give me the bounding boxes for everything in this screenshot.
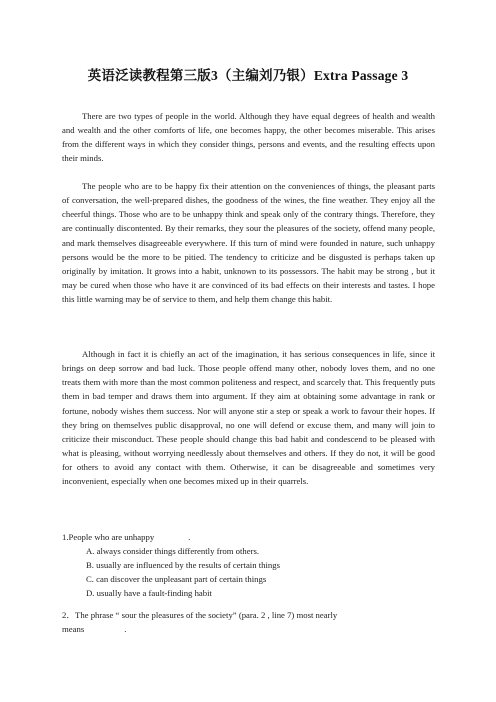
question-2-end: . — [124, 624, 127, 634]
question-1-stem: 1.People who are unhappy — [62, 532, 155, 542]
document-title: 英语泛读教程第三版3（主编刘乃银）Extra Passage 3 — [87, 68, 409, 83]
question-1-end: . — [188, 532, 191, 542]
question-1-option-c: C. can discover the unpleasant part of certain things — [86, 574, 267, 584]
paragraph-3: Although in fact it is chiefly an act of the imagination, it has serious consequences in life, since it brings on deep sorrow and bad luck. Those people offend many other, nobody loves them, and no one treats them with more than the most common politeness and respect, and scarcely that. This frequently puts them in bad temper and draws them into argument. If they aim at obtaining some advantage in rank or fortune, nobody wishes them success. Nor will anyone stir a step or speak a work to favour their hopes. If they bring on themselves public disapproval, no one will defend or excuse them, and many will join to criticize their misconduct. These people should change this bad habit and condescend to be pleased with what is pleasing, without worrying needlessly about themselves and others. If they do not, it will be good for others to avoid any contact with them. Otherwise, it can be disagreeable and sometimes very inconvenient, especially when one becomes mixed up in their quarrels. — [62, 349, 435, 487]
question-1 — [62, 530, 435, 544]
question-1-option-a: A. always consider things differently from others. — [86, 546, 260, 556]
question-2-stem-line1: 2．The phrase “ sour the pleasures of the society” (para. 2 , line 7) most nearly — [62, 610, 338, 620]
paragraph-2: The people who are to be happy fix their attention on the conveniences of things, the pleasant parts of conversation, the well-prepared dishes, the goodness of the wines, the fine weather. They enjoy all the cheerful things. Those who are to be unhappy think and speak only of the contrary things. Therefore, they are continually discontented. By their remarks, they sour the pleasures of the society, offend many people, and mark themselves disagreeable everywhere. If this turn of mind were founded in nature, such unhappy persons would be the more to be pitied. The tendency to criticize and be disgusted is perhaps taken up originally by imitation. It grows into a habit, unknown to its possessors. The habit may be strong , but it may be cured when those who have it are convinced of its bad effects on their interests and tastes. I hope this little warning may be of service to them, and help them change this habit. — [62, 181, 435, 305]
question-2-stem-line2: means — [62, 624, 85, 634]
question-1-option-b: B. usually are influenced by the results of certain things — [86, 560, 280, 570]
question-2 — [62, 622, 435, 636]
question-1-option-d: D. usually have a fault-finding habit — [86, 588, 212, 598]
paragraph-1: There are two types of people in the world. Although they have equal degrees of health and wealth and wealth and the other comforts of life, one becomes happy, the other becomes miserable. This arises from the different ways in which they consider things, persons and events, and the resulting effects upon their minds. — [62, 111, 435, 164]
